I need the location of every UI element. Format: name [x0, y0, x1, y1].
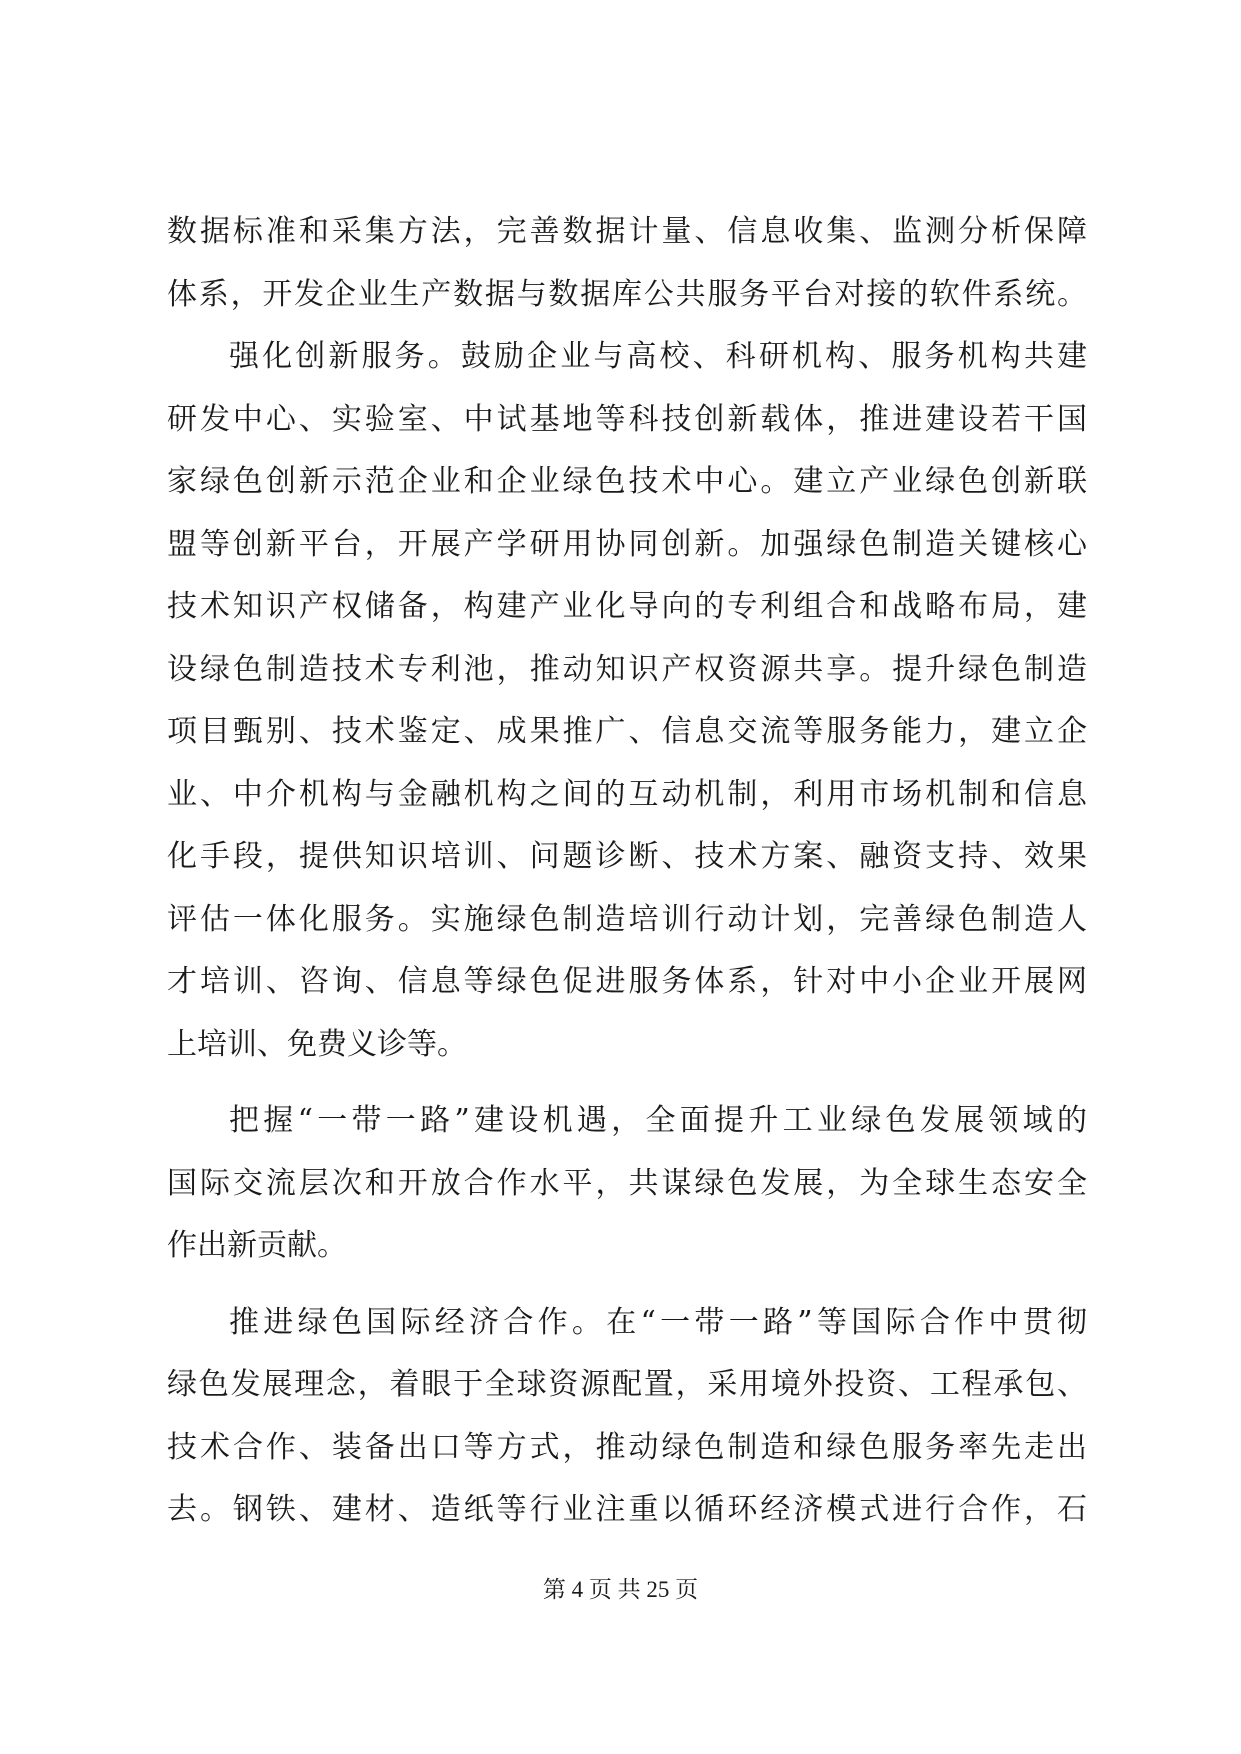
body-line: 化手段，提供知识培训、问题诊断、技术方案、融资支持、效果 — [167, 839, 1087, 874]
body-line: 技术合作、装备出口等方式，推动绿色制造和绿色服务率先走出 — [167, 1429, 1087, 1465]
body-line: 体系，开发企业生产数据与数据库公共服务平台对接的软件系统。 — [167, 276, 1087, 312]
page-number-footer: 第 4 页 共 25 页 — [542, 1577, 699, 1602]
body-line: 作出新贡献。 — [167, 1228, 347, 1263]
body-line: 项目甄别、技术鉴定、成果推广、信息交流等服务能力，建立企 — [167, 714, 1087, 749]
body-line: 业、中介机构与金融机构之间的互动机制，利用市场机制和信息 — [167, 776, 1087, 812]
body-line: 国际交流层次和开放合作水平，共谋绿色发展，为全球生态安全 — [167, 1165, 1087, 1201]
body-line: 上培训、免费义诊等。 — [167, 1026, 467, 1062]
body-line: 技术知识产权储备，构建产业化导向的专利组合和战略布局，建 — [167, 589, 1087, 624]
body-line: 盟等创新平台，开展产学研用协同创新。加强绿色制造关键核心 — [167, 526, 1087, 562]
body-line: 强化创新服务。鼓励企业与高校、科研机构、服务机构共建 — [229, 339, 1087, 374]
body-line: 设绿色制造技术专利池，推动知识产权资源共享。提升绿色制造 — [167, 651, 1087, 687]
body-line: 数据标准和采集方法，完善数据计量、信息收集、监测分析保障 — [167, 214, 1087, 249]
body-line: 绿色发展理念，着眼于全球资源配置，采用境外投资、工程承包、 — [167, 1367, 1087, 1402]
body-line: 去。钢铁、建材、造纸等行业注重以循环经济模式进行合作，石 — [167, 1492, 1087, 1527]
body-line: 才培训、咨询、信息等绿色促进服务体系，针对中小企业开展网 — [167, 964, 1087, 999]
document-body — [167, 201, 1087, 1542]
body-line: 家绿色创新示范企业和企业绿色技术中心。建立产业绿色创新联 — [167, 464, 1087, 499]
body-line: 推进绿色国际经济合作。在“一带一路”等国际合作中贯彻 — [229, 1304, 1087, 1340]
paragraph-gap — [167, 1076, 1087, 1090]
body-line: 研发中心、实验室、中试基地等科技创新载体，推进建设若干国 — [167, 401, 1087, 437]
paragraph-gap — [167, 1278, 1087, 1292]
body-line: 评估一体化服务。实施绿色制造培训行动计划，完善绿色制造人 — [167, 901, 1087, 937]
body-line: 把握“一带一路”建设机遇，全面提升工业绿色发展领域的 — [229, 1103, 1087, 1138]
